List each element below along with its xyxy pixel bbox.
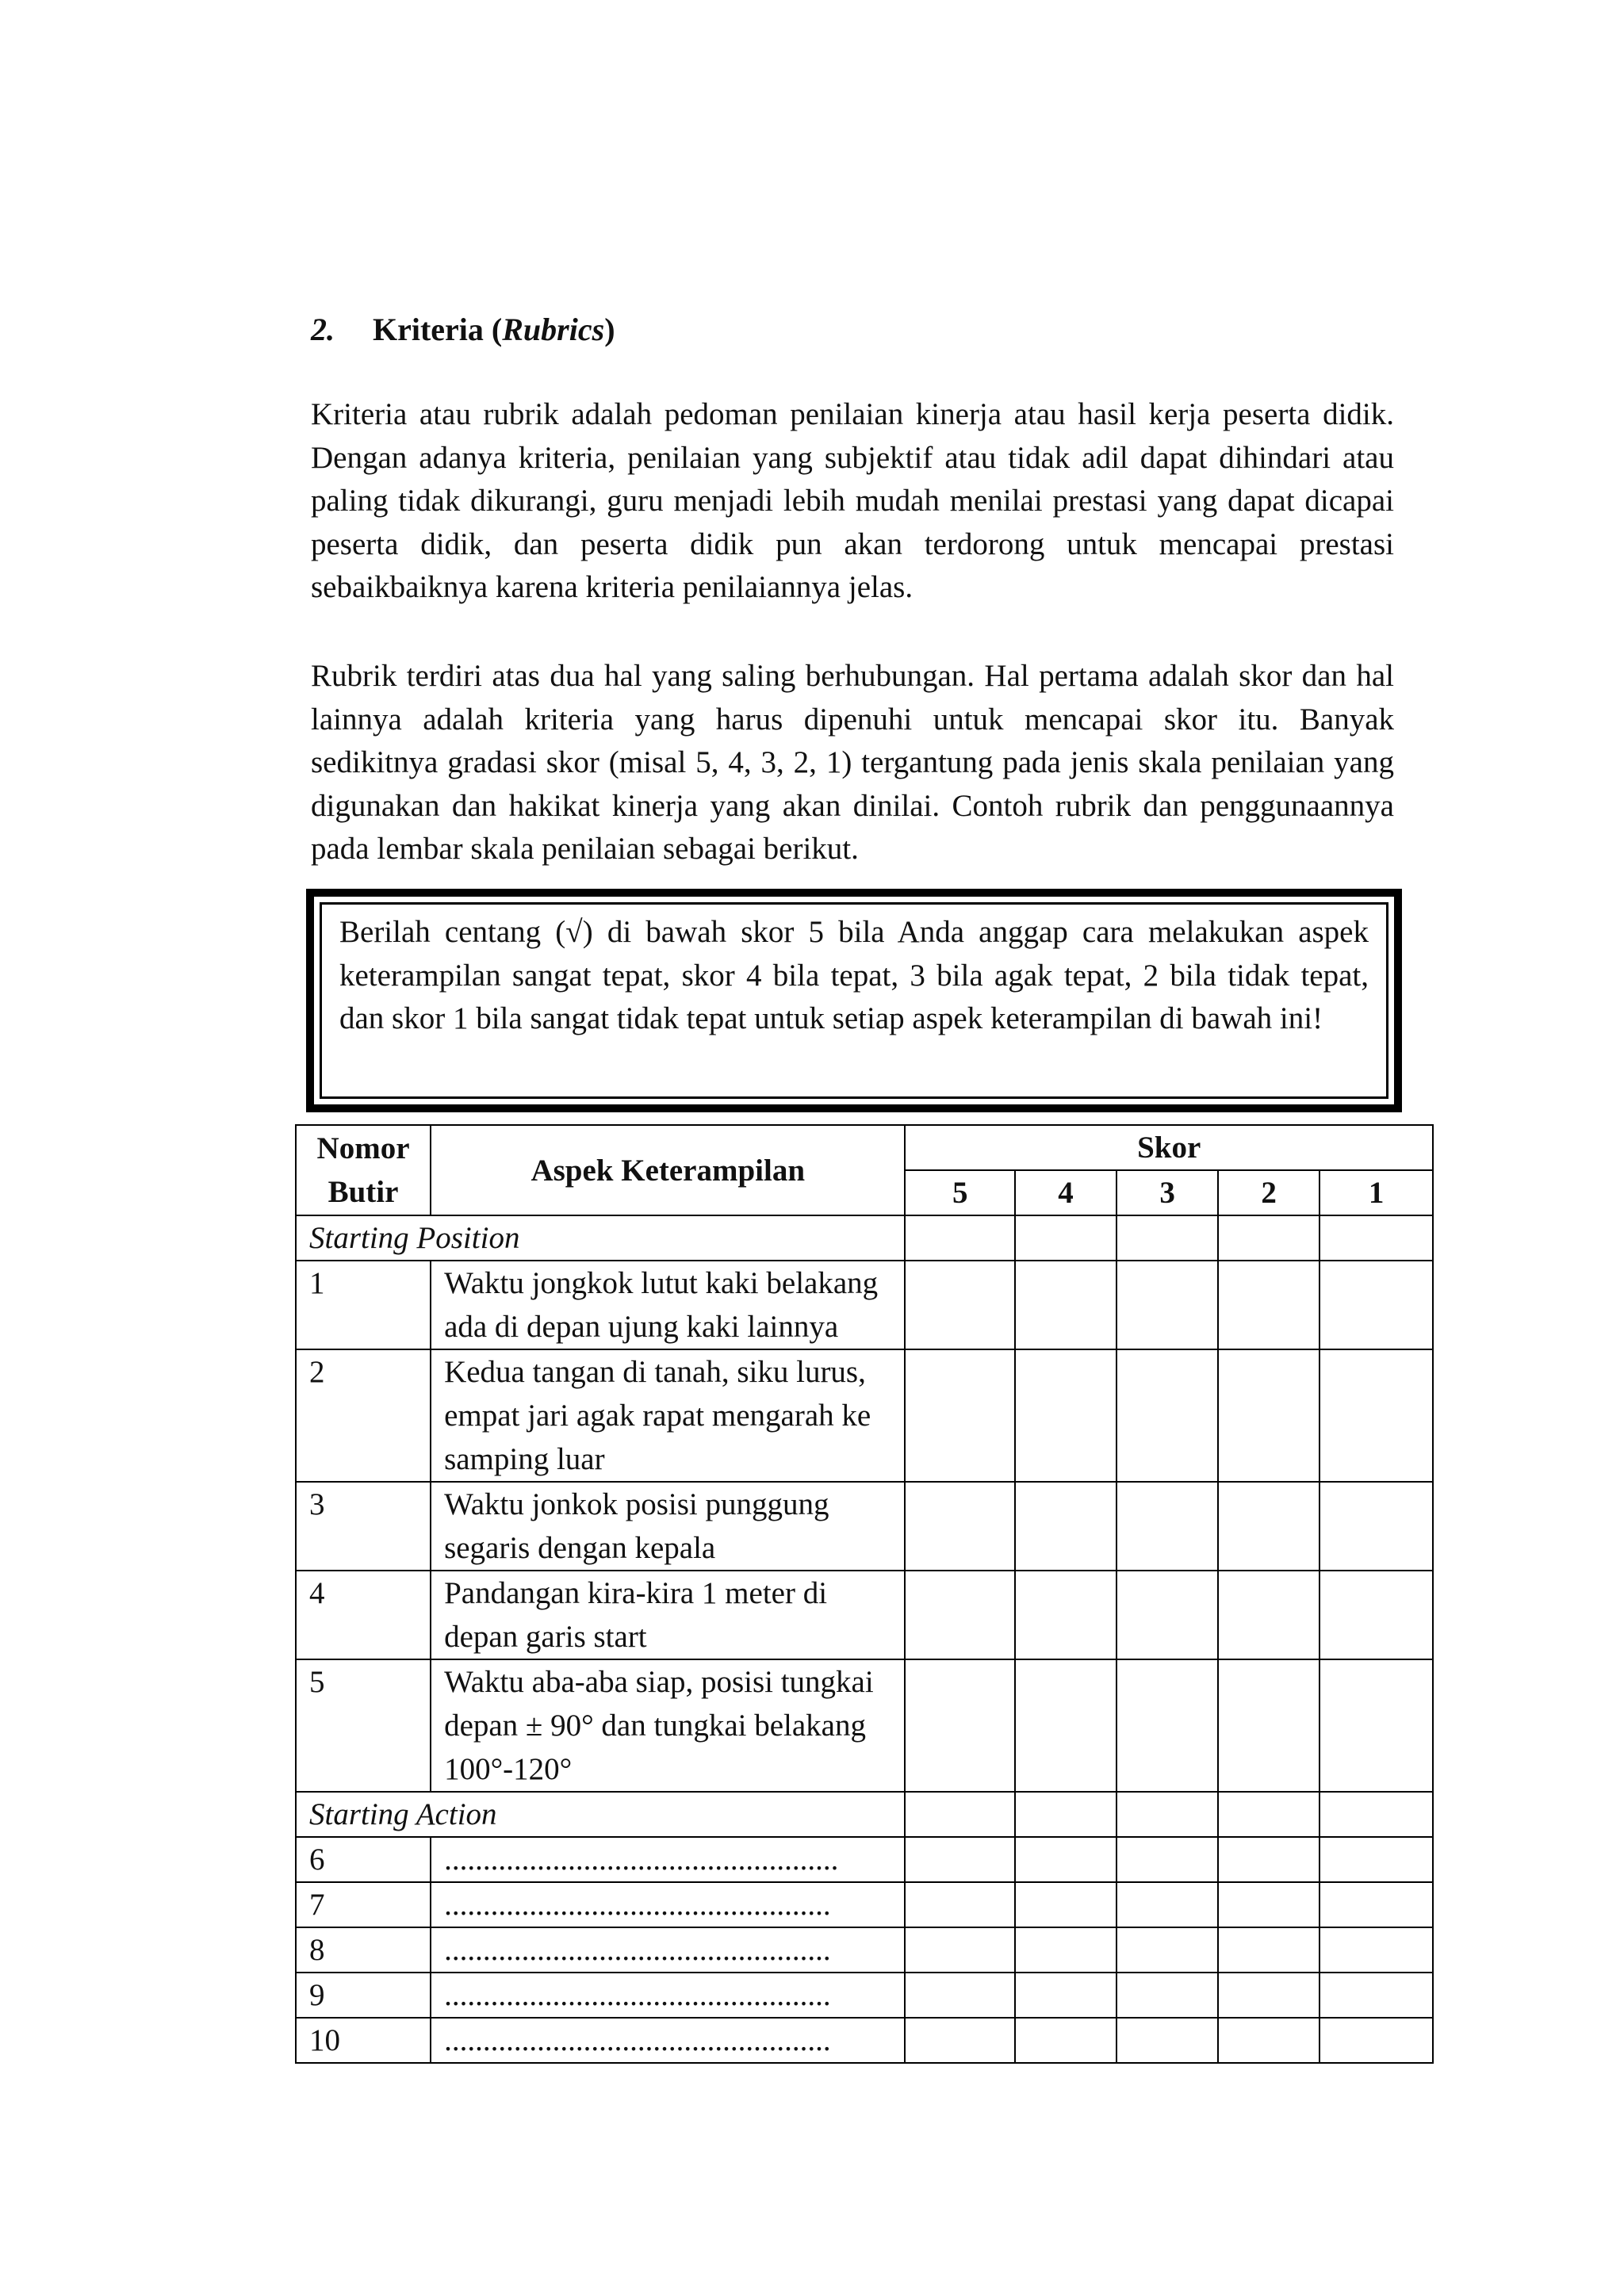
score-cell[interactable] [1320, 1215, 1433, 1261]
table-row [296, 1571, 1433, 1659]
score-cell[interactable] [1116, 1792, 1218, 1837]
section-number: 2. [311, 312, 335, 347]
score-cell[interactable] [1218, 1882, 1320, 1927]
score-cell[interactable] [1218, 1349, 1320, 1482]
section-title: Starting Action [296, 1792, 905, 1837]
score-header: 3 [1116, 1170, 1218, 1215]
table-row [296, 2018, 1433, 2063]
item-aspek: Pandangan kira-kira 1 meter di depan garis start [431, 1571, 905, 1659]
score-cell[interactable] [905, 2018, 1015, 2063]
score-cell[interactable] [1320, 1659, 1433, 1792]
score-header: 5 [905, 1170, 1015, 1215]
score-cell[interactable] [1116, 1659, 1218, 1792]
score-cell[interactable] [905, 1349, 1015, 1482]
score-cell[interactable] [1116, 1482, 1218, 1571]
score-cell[interactable] [1015, 2018, 1116, 2063]
score-cell[interactable] [1218, 1837, 1320, 1882]
score-cell[interactable] [1218, 1215, 1320, 1261]
score-cell[interactable] [1320, 1837, 1433, 1882]
score-cell[interactable] [1320, 1571, 1433, 1659]
rubric-table [295, 1124, 1434, 2064]
item-number: 10 [296, 2018, 431, 2063]
score-cell[interactable] [1015, 1837, 1116, 1882]
table-row [296, 1837, 1433, 1882]
section-title: Kriteria (Rubrics) [373, 312, 615, 347]
table-row [296, 1973, 1433, 2018]
score-cell[interactable] [1218, 1973, 1320, 2018]
score-cell[interactable] [1320, 1927, 1433, 1973]
score-cell[interactable] [1116, 1927, 1218, 1973]
score-cell[interactable] [1015, 1261, 1116, 1349]
header-aspek-keterampilan: Aspek Keterampilan [431, 1125, 905, 1215]
score-cell[interactable] [1116, 1882, 1218, 1927]
score-cell[interactable] [1116, 1973, 1218, 2018]
score-cell[interactable] [1015, 1973, 1116, 2018]
score-header: 4 [1015, 1170, 1116, 1215]
item-number: 9 [296, 1973, 431, 2018]
score-cell[interactable] [1116, 2018, 1218, 2063]
section-title: Starting Position [296, 1215, 905, 1261]
item-number: 1 [296, 1261, 431, 1349]
instruction-text: Berilah centang (√) di bawah skor 5 bila Anda anggap cara melakukan aspek keterampilan sangat tepat, skor 4 bila tepat, 3 bila agak tepat, 2 bila tidak tepat, dan skor 1 bila sangat tidak tepat untuk setiap aspek keterampilan di bawah ini! [339, 915, 1369, 1035]
score-cell[interactable] [1116, 1571, 1218, 1659]
score-header: 2 [1218, 1170, 1320, 1215]
item-number: 6 [296, 1837, 431, 1882]
score-cell[interactable] [1218, 1261, 1320, 1349]
score-cell[interactable] [1320, 1973, 1433, 2018]
score-cell[interactable] [1320, 2018, 1433, 2063]
score-cell[interactable] [1218, 2018, 1320, 2063]
score-cell[interactable] [905, 1571, 1015, 1659]
score-cell[interactable] [1320, 1882, 1433, 1927]
score-cell[interactable] [1116, 1261, 1218, 1349]
score-header: 1 [1320, 1170, 1433, 1215]
table-row [296, 1882, 1433, 1927]
item-aspek: ................................................... [431, 1837, 905, 1882]
score-cell[interactable] [1015, 1659, 1116, 1792]
instruction-box [306, 889, 1402, 1112]
score-cell[interactable] [1218, 1571, 1320, 1659]
table-row [296, 1927, 1433, 1973]
score-cell[interactable] [1218, 1792, 1320, 1837]
item-number: 2 [296, 1349, 431, 1482]
score-cell[interactable] [1015, 1792, 1116, 1837]
section-row [296, 1792, 1433, 1837]
score-cell[interactable] [1116, 1349, 1218, 1482]
table-row [296, 1349, 1433, 1482]
score-cell[interactable] [1218, 1659, 1320, 1792]
score-cell[interactable] [1116, 1837, 1218, 1882]
paragraph-definition: Kriteria atau rubrik adalah pedoman penilaian kinerja atau hasil kerja peserta didik. Dengan adanya kriteria, penilaian yang subjektif atau tidak adil dapat dihindari atau paling tidak dikurangi, guru menjadi lebih mudah menilai prestasi yang dapat dicapai peserta didik, dan peserta didik pun akan terdorong untuk mencapai prestasi sebaikbaiknya karena kriteria penilaiannya jelas. [311, 397, 1394, 604]
item-aspek: Waktu jonkok posisi punggung segaris dengan kepala [431, 1482, 905, 1571]
score-cell[interactable] [1320, 1482, 1433, 1571]
item-number: 4 [296, 1571, 431, 1659]
section-row [296, 1215, 1433, 1261]
score-cell[interactable] [905, 1882, 1015, 1927]
score-cell[interactable] [905, 1837, 1015, 1882]
score-cell[interactable] [1320, 1261, 1433, 1349]
item-number: 8 [296, 1927, 431, 1973]
score-cell[interactable] [1116, 1215, 1218, 1261]
header-skor: Skor [905, 1125, 1433, 1170]
table-header-row [296, 1125, 1433, 1170]
score-cell[interactable] [905, 1792, 1015, 1837]
header-nomor-butir: Nomor Butir [296, 1125, 431, 1215]
score-cell[interactable] [1015, 1349, 1116, 1482]
score-cell[interactable] [1320, 1792, 1433, 1837]
item-aspek: .................................................. [431, 1973, 905, 2018]
score-cell[interactable] [905, 1215, 1015, 1261]
paragraph-rubric-parts: Rubrik terdiri atas dua hal yang saling berhubungan. Hal pertama adalah skor dan hal lainnya adalah kriteria yang harus dipenuhi untuk mencapai skor itu. Banyak sedikitnya gradasi skor (misal 5, 4, 3, 2, 1) tergantung pada jenis skala penilaian yang digunakan dan hakikat kinerja yang akan dinilai. Contoh rubrik dan penggunaannya pada lembar skala penilaian sebagai berikut. [311, 659, 1394, 866]
item-aspek: .................................................. [431, 2018, 905, 2063]
score-cell[interactable] [1015, 1571, 1116, 1659]
table-row [296, 1261, 1433, 1349]
score-cell[interactable] [1218, 1927, 1320, 1973]
section-heading [311, 308, 615, 352]
score-cell[interactable] [1320, 1349, 1433, 1482]
score-cell[interactable] [1015, 1215, 1116, 1261]
item-aspek: .................................................. [431, 1927, 905, 1973]
item-aspek: .................................................. [431, 1882, 905, 1927]
item-number: 7 [296, 1882, 431, 1927]
item-number: 3 [296, 1482, 431, 1571]
table-row [296, 1482, 1433, 1571]
item-aspek: Waktu jongkok lutut kaki belakang ada di depan ujung kaki lainnya [431, 1261, 905, 1349]
score-cell[interactable] [1015, 1927, 1116, 1973]
score-cell[interactable] [905, 1482, 1015, 1571]
item-number: 5 [296, 1659, 431, 1792]
score-cell[interactable] [905, 1927, 1015, 1973]
item-aspek: Kedua tangan di tanah, siku lurus, empat jari agak rapat mengarah ke samping luar [431, 1349, 905, 1482]
table-row [296, 1659, 1433, 1792]
score-cell[interactable] [905, 1973, 1015, 2018]
score-cell[interactable] [1218, 1482, 1320, 1571]
score-cell[interactable] [905, 1659, 1015, 1792]
score-cell[interactable] [1015, 1482, 1116, 1571]
score-cell[interactable] [1015, 1882, 1116, 1927]
score-cell[interactable] [905, 1261, 1015, 1349]
item-aspek: Waktu aba-aba siap, posisi tungkai depan ± 90° dan tungkai belakang 100°-120° [431, 1659, 905, 1792]
